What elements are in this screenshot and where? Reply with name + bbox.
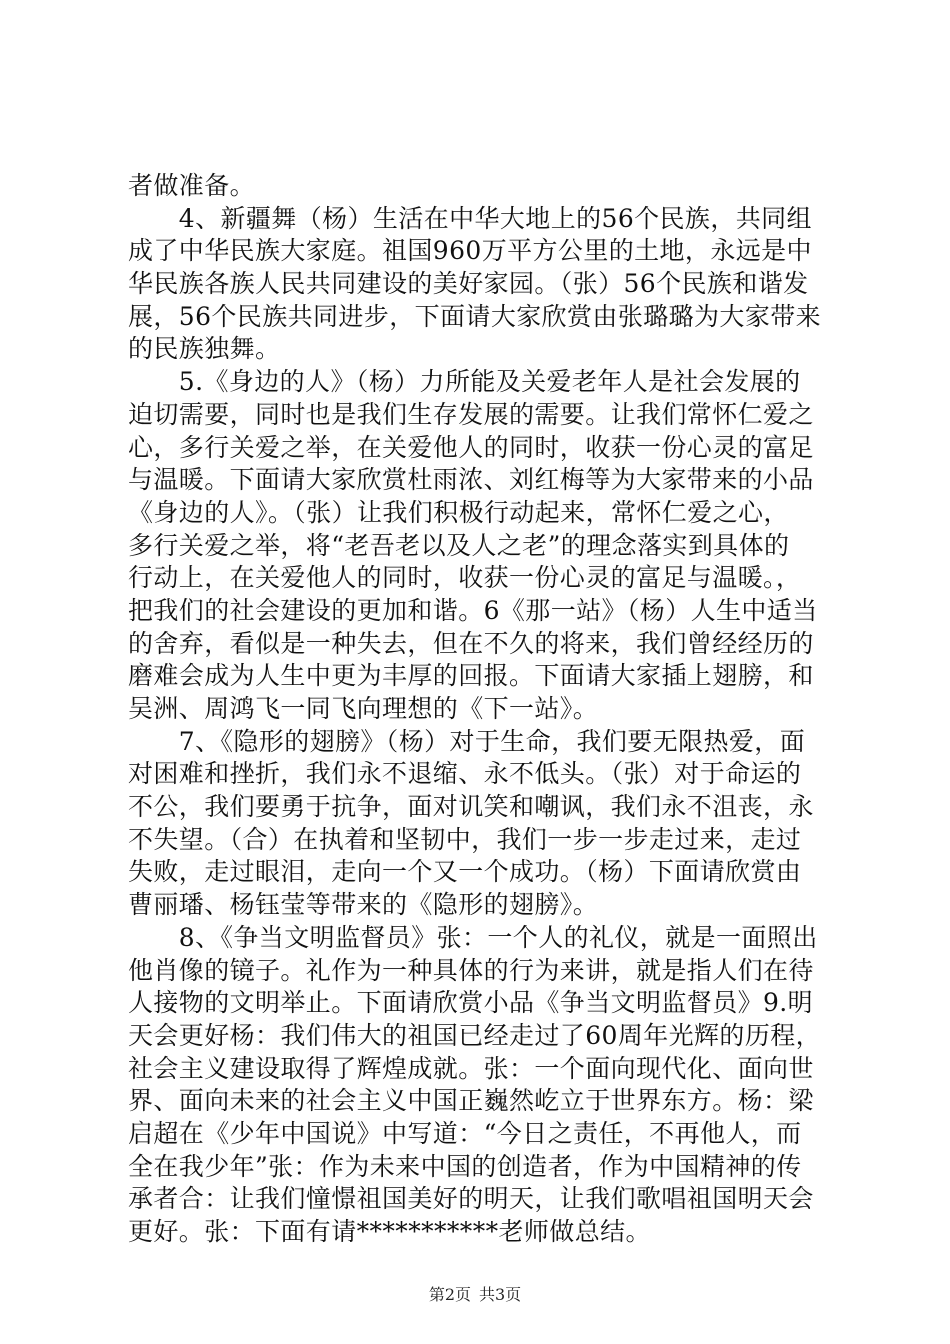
page-total: 共3页 [479, 1285, 522, 1304]
text-line: 不失望。（合）在执着和坚韧中，我们一步一步走过来，走过 [128, 824, 802, 854]
text-line: 华民族各族人民共同建设的美好家园。（张）56个民族和谐发 [128, 269, 809, 299]
text-line: 8、《争当文明监督员》张：一个人的礼仪，就是一面照出 [128, 922, 818, 952]
text-line: 4、新疆舞（杨）生活在中华大地上的56个民族，共同组 [128, 203, 812, 233]
text-line: 启超在《少年中国说》中写道：“今日之责任，不再他人，而 [128, 1118, 802, 1148]
page-footer [0, 1282, 950, 1305]
text-line: 不公，我们要勇于抗争，面对讥笑和嘲讽，我们永不沮丧，永 [128, 792, 814, 822]
text-line: 的舍弃，看似是一种失去，但在不久的将来，我们曾经经历的 [128, 628, 814, 658]
text-line: 天会更好杨：我们伟大的祖国已经走过了60周年光辉的历程， [128, 1020, 822, 1050]
text-line: 曹丽璠、杨钰莹等带来的《隐形的翅膀》。 [128, 890, 599, 920]
text-line: 5.《身边的人》（杨）力所能及关爱老年人是社会发展的 [128, 367, 801, 397]
text-line: 的民族独舞。 [128, 334, 281, 364]
text-line: 把我们的社会建设的更加和谐。6《那一站》（杨）人生中适当 [128, 595, 818, 625]
text-line: 对困难和挫折，我们永不退缩、永不低头。（张）对于命运的 [128, 759, 802, 789]
text-line: 者做准备。 [128, 171, 256, 200]
document-body [128, 170, 830, 1249]
text-line: 展，56个民族共同进步，下面请大家欣赏由张璐璐为大家带来 [128, 301, 822, 331]
text-line: 社会主义建设取得了辉煌成就。张：一个面向现代化、面向世 [128, 1053, 814, 1083]
text-line: 磨难会成为人生中更为丰厚的回报。下面请大家插上翅膀，和 [128, 661, 814, 691]
text-line: 失败，走过眼泪，走向一个又一个成功。（杨）下面请欣赏由 [128, 857, 802, 887]
text-line: 全在我少年”张：作为未来中国的创造者，作为中国精神的传 [128, 1151, 802, 1181]
text-line: 界、面向未来的社会主义中国正巍然屹立于世界东方。杨：梁 [128, 1086, 814, 1116]
text-line: 《身边的人》。（张）让我们积极行动起来，常怀仁爱之心， [128, 497, 789, 527]
text-line: 更好。张：下面有请***********老师做总结。 [128, 1217, 651, 1246]
page-number: 第2页 [428, 1285, 471, 1304]
text-line: 7、《隐形的翅膀》（杨）对于生命，我们要无限热爱，面 [128, 726, 806, 756]
text-line: 吴洲、周鸿飞一同飞向理想的《下一站》。 [128, 694, 599, 723]
text-line: 人接物的文明举止。下面请欣赏小品《争当文明监督员》9.明 [128, 988, 814, 1018]
text-line: 与温暖。下面请大家欣赏杜雨浓、刘红梅等为大家带来的小品 [128, 465, 814, 495]
text-line: 行动上，在关爱他人的同时，收获一份心灵的富足与温暖。， [128, 563, 802, 593]
text-line: 成了中华民族大家庭。祖国960万平方公里的土地，永远是中 [128, 236, 812, 266]
text-line: 心，多行关爱之举，在关爱他人的同时，收获一份心灵的富足 [128, 432, 814, 462]
text-line: 迫切需要，同时也是我们生存发展的需要。让我们常怀仁爱之 [128, 399, 814, 429]
text-line: 多行关爱之举，将“老吾老以及人之老”的理念落实到具体的 [128, 530, 790, 560]
text-line: 承者合：让我们憧憬祖国美好的明天，让我们歌唱祖国明天会 [128, 1184, 814, 1214]
text-line: 他肖像的镜子。礼作为一种具体的行为来讲，就是指人们在待 [128, 955, 814, 985]
